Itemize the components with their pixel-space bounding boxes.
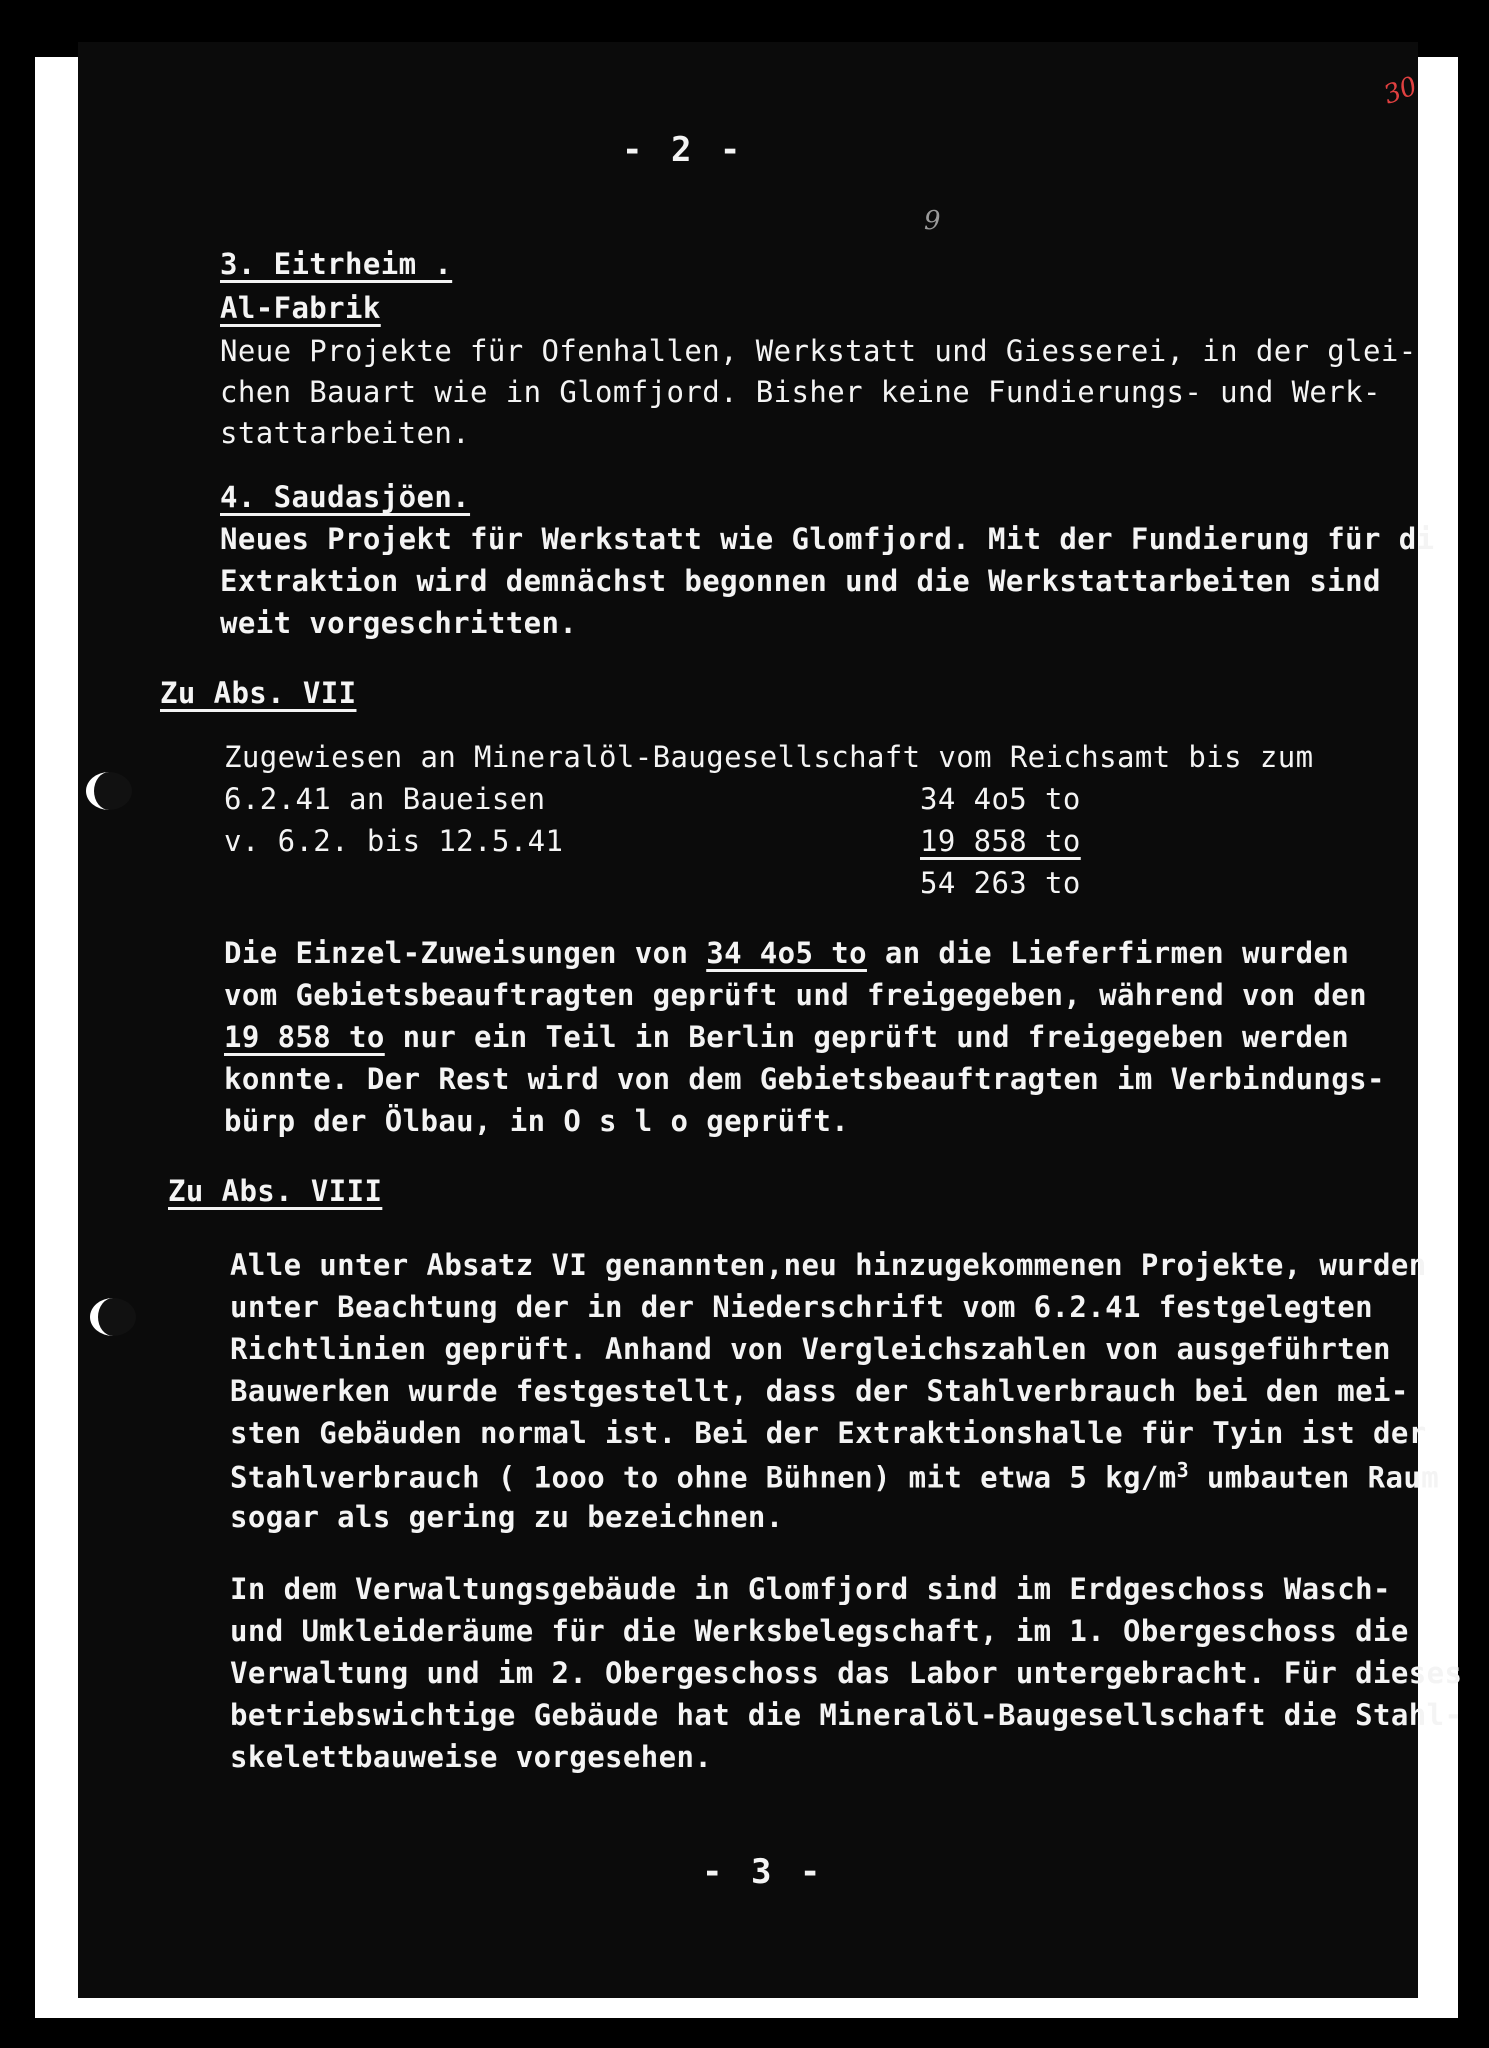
text-span: an die Lieferfirmen wurden xyxy=(866,936,1350,970)
text-span: umbauten Raum xyxy=(1189,1460,1440,1495)
text-line: Neues Projekt für Werkstatt wie Glomfjord. Mit der Fundierung für di xyxy=(220,522,1435,556)
text-line: sogar als gering zu bezeichnen. xyxy=(230,1500,784,1534)
page-number-top: - 2 - xyxy=(622,130,745,170)
amount-underlined: 19 858 to xyxy=(224,1020,385,1054)
text-line: Richtlinien geprüft. Anhand von Vergleichszahlen von ausgeführten xyxy=(230,1332,1391,1366)
section3-heading: 3. Eitrheim . xyxy=(220,247,453,281)
text-line: weit vorgeschritten. xyxy=(220,606,578,640)
page-number-bottom: - 3 - xyxy=(702,1852,825,1892)
text-line: chen Bauart wie in Glomfjord. Bisher keine Fundierungs- und Werk- xyxy=(220,375,1381,409)
superscript: 3 xyxy=(1176,1458,1190,1482)
alloc-row-value: 19 858 to xyxy=(920,824,1081,858)
alloc-row-value: 34 4o5 to xyxy=(920,782,1081,816)
text-line: unter Beachtung der in der Niederschrift vom 6.2.41 festgelegten xyxy=(230,1290,1374,1324)
text-line: In dem Verwaltungsgebäude in Glomfjord sind im Erdgeschoss Wasch- xyxy=(230,1572,1391,1606)
document-page xyxy=(78,42,1463,1998)
text-line: sten Gebäuden normal ist. Bei der Extraktionshalle für Tyin ist der xyxy=(230,1416,1427,1450)
pencil-mark: 9 xyxy=(924,206,941,236)
alloc-row-label: v. 6.2. bis 12.5.41 xyxy=(224,824,564,858)
text-line xyxy=(224,1020,1349,1054)
section4-heading: 4. Saudasjöen. xyxy=(220,480,471,514)
text-span: Stahlverbrauch ( 1ooo to ohne Bühnen) mit etwa 5 kg/m xyxy=(230,1460,1177,1495)
abs7-heading: Zu Abs. VII xyxy=(160,676,357,710)
text-line: Bauwerken wurde festgestellt, dass der Stahlverbrauch bei den mei- xyxy=(230,1374,1409,1408)
text-line xyxy=(230,1458,1439,1495)
alloc-row-label: 6.2.41 an Baueisen xyxy=(224,782,546,816)
text-span: nur ein Teil in Berlin geprüft und freigegeben werden xyxy=(384,1020,1350,1054)
text-line: konnte. Der Rest wird von dem Gebietsbeauftragten im Verbindungs- xyxy=(224,1062,1385,1096)
text-line: betriebswichtige Gebäude hat die Mineralöl-Baugesellschaft die Stahl- xyxy=(230,1698,1463,1732)
text-line: vom Gebietsbeauftragten geprüft und freigegeben, während von den xyxy=(224,978,1368,1012)
alloc-total: 54 263 to xyxy=(920,866,1081,900)
text-line: Neue Projekte für Ofenhallen, Werkstatt und Giesserei, in der glei- xyxy=(220,334,1417,368)
text-line: Extraktion wird demnächst begonnen und die Werkstattarbeiten sind xyxy=(220,564,1381,598)
alloc-line: Zugewiesen an Mineralöl-Baugesellschaft vom Reichsamt bis zum xyxy=(224,740,1314,774)
punch-hole xyxy=(90,1298,136,1336)
text-line: bürp der Ölbau, in O s l o geprüft. xyxy=(224,1104,850,1138)
archive-stamp: 30 xyxy=(1379,71,1422,111)
abs8-heading: Zu Abs. VIII xyxy=(168,1174,383,1208)
text-span: Die Einzel-Zuweisungen von xyxy=(224,936,707,970)
text-line: und Umkleideräume für die Werksbelegschaft, im 1. Obergeschoss die xyxy=(230,1614,1409,1648)
amount-underlined: 34 4o5 to xyxy=(706,936,867,970)
text-line: Verwaltung und im 2. Obergeschoss das Labor untergebracht. Für dieses xyxy=(230,1656,1463,1690)
punch-hole xyxy=(86,772,132,810)
section3-subheading: Al-Fabrik xyxy=(220,291,381,325)
text-line: stattarbeiten. xyxy=(220,416,471,450)
text-line: skelettbauweise vorgesehen. xyxy=(230,1740,713,1774)
text-line xyxy=(224,936,1349,970)
text-line: Alle unter Absatz VI genannten,neu hinzugekommenen Projekte, wurden xyxy=(230,1248,1427,1282)
